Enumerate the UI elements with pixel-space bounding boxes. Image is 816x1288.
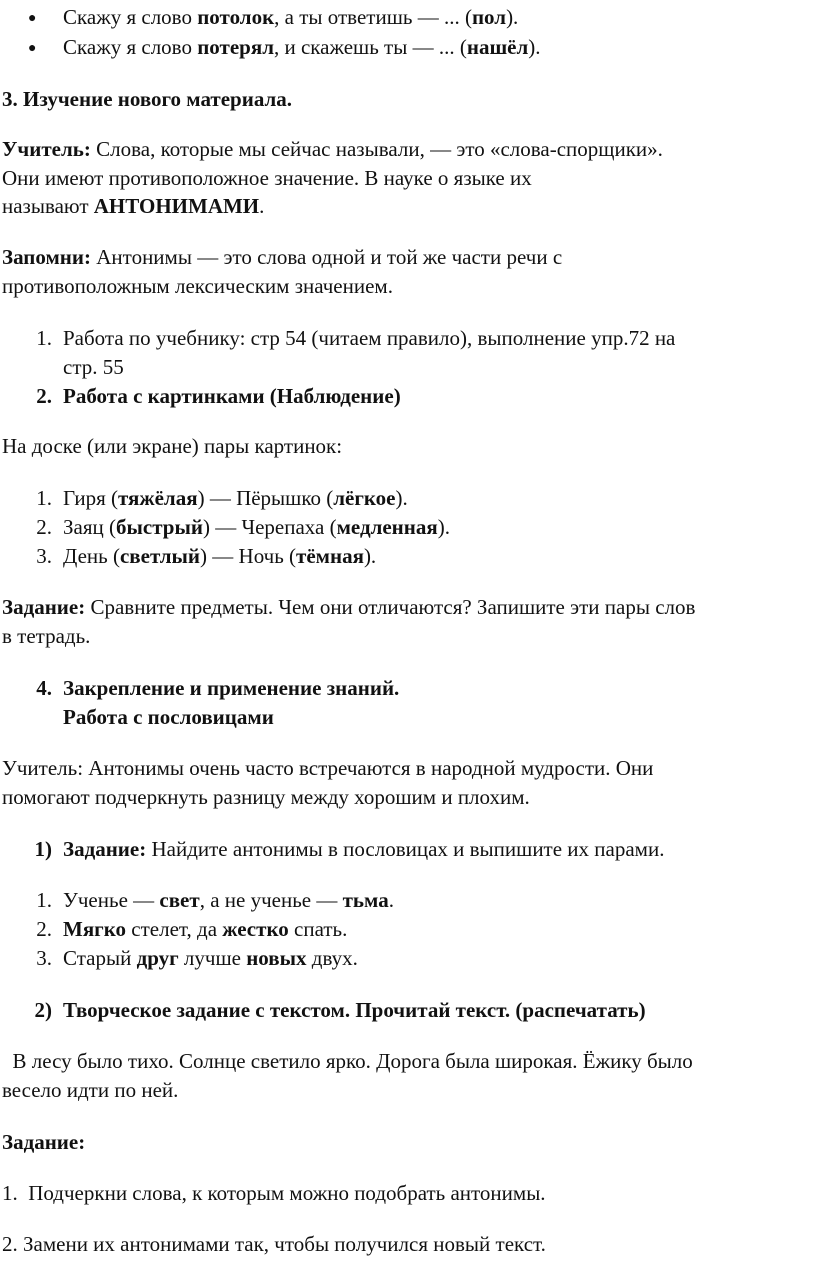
section-heading: 3. Изучение нового материала. (2, 87, 293, 111)
final-item-2: 2. Замени их антонимами так, чтобы получился новый текст. (2, 1232, 546, 1256)
remember-line-1: Запомни: Антонимы — это слова одной и той же части речи с (2, 245, 563, 269)
list-number: 1. (36, 486, 52, 510)
list-number: 3. (36, 946, 52, 970)
pair-item-3: День (светлый) — Ночь (тёмная). (63, 544, 377, 568)
teacher2-line-1: Учитель: Антонимы очень часто встречаются в народной мудрости. Они (2, 756, 654, 780)
list-number: 1) (34, 837, 52, 861)
task-line-1: Задание: Сравните предметы. Чем они отличаются? Запишите эти пары слов (2, 595, 696, 619)
list-number: 2. (36, 384, 52, 408)
list-number: 2. (36, 917, 52, 941)
step-1-line-1: Работа по учебнику: стр 54 (читаем правило), выполнение упр.72 на (63, 326, 676, 350)
step-1-line-2: стр. 55 (63, 355, 124, 379)
list-number: 3. (36, 544, 52, 568)
bullet-icon: ● (28, 11, 37, 26)
step-2-heading: Работа с картинками (Наблюдение) (63, 384, 401, 408)
section-4-subheading: Работа с пословицами (63, 705, 274, 729)
list-number: 4. (36, 676, 52, 700)
list-number: 1. (36, 326, 52, 350)
task-label: Задание: (2, 1130, 86, 1154)
list-number: 2. (36, 515, 52, 539)
teacher2-line-2: помогают подчеркнуть разницу между хорошим и плохим. (2, 785, 530, 809)
remember-line-2: противоположным лексическим значением. (2, 274, 393, 298)
story-line-2: весело идти по ней. (2, 1078, 179, 1102)
proverb-1: Ученье — свет, а не ученье — тьма. (63, 888, 394, 912)
pair-item-2: Заяц (быстрый) — Черепаха (медленная). (63, 515, 450, 539)
list-number: 1. (36, 888, 52, 912)
teacher-paragraph-line-3: называют АНТОНИМАМИ. (2, 194, 265, 218)
subtask-2-heading: Творческое задание с текстом. Прочитай текст. (распечатать) (63, 998, 646, 1022)
proverb-3: Старый друг лучше новых двух. (63, 946, 358, 970)
teacher-paragraph-line-1: Учитель: Слова, которые мы сейчас называли, — это «слова-спорщики». (2, 137, 663, 161)
final-item-1: 1. Подчеркни слова, к которым можно подобрать антонимы. (2, 1181, 546, 1205)
bullet-icon: ● (28, 41, 37, 56)
task-line-2: в тетрадь. (2, 624, 91, 648)
bullet-line-1: Скажу я слово потолок, а ты ответишь — ... (пол). (63, 5, 519, 29)
story-line-1: В лесу было тихо. Солнце светило ярко. Дорога была широкая. Ёжику было (2, 1049, 693, 1073)
list-number: 2) (34, 998, 52, 1022)
bullet-line-2: Скажу я слово потерял, и скажешь ты — ... (нашёл). (63, 35, 541, 59)
teacher-paragraph-line-2: Они имеют противоположное значение. В науке о языке их (2, 166, 532, 190)
section-4-heading: Закрепление и применение знаний. (63, 676, 400, 700)
pair-item-1: Гиря (тяжёлая) — Пёрышко (лёгкое). (63, 486, 408, 510)
subtask-1: Задание: Найдите антонимы в пословицах и выпишите их парами. (63, 837, 665, 861)
proverb-2: Мягко стелет, да жестко спать. (63, 917, 348, 941)
board-intro: На доске (или экране) пары картинок: (2, 434, 343, 458)
